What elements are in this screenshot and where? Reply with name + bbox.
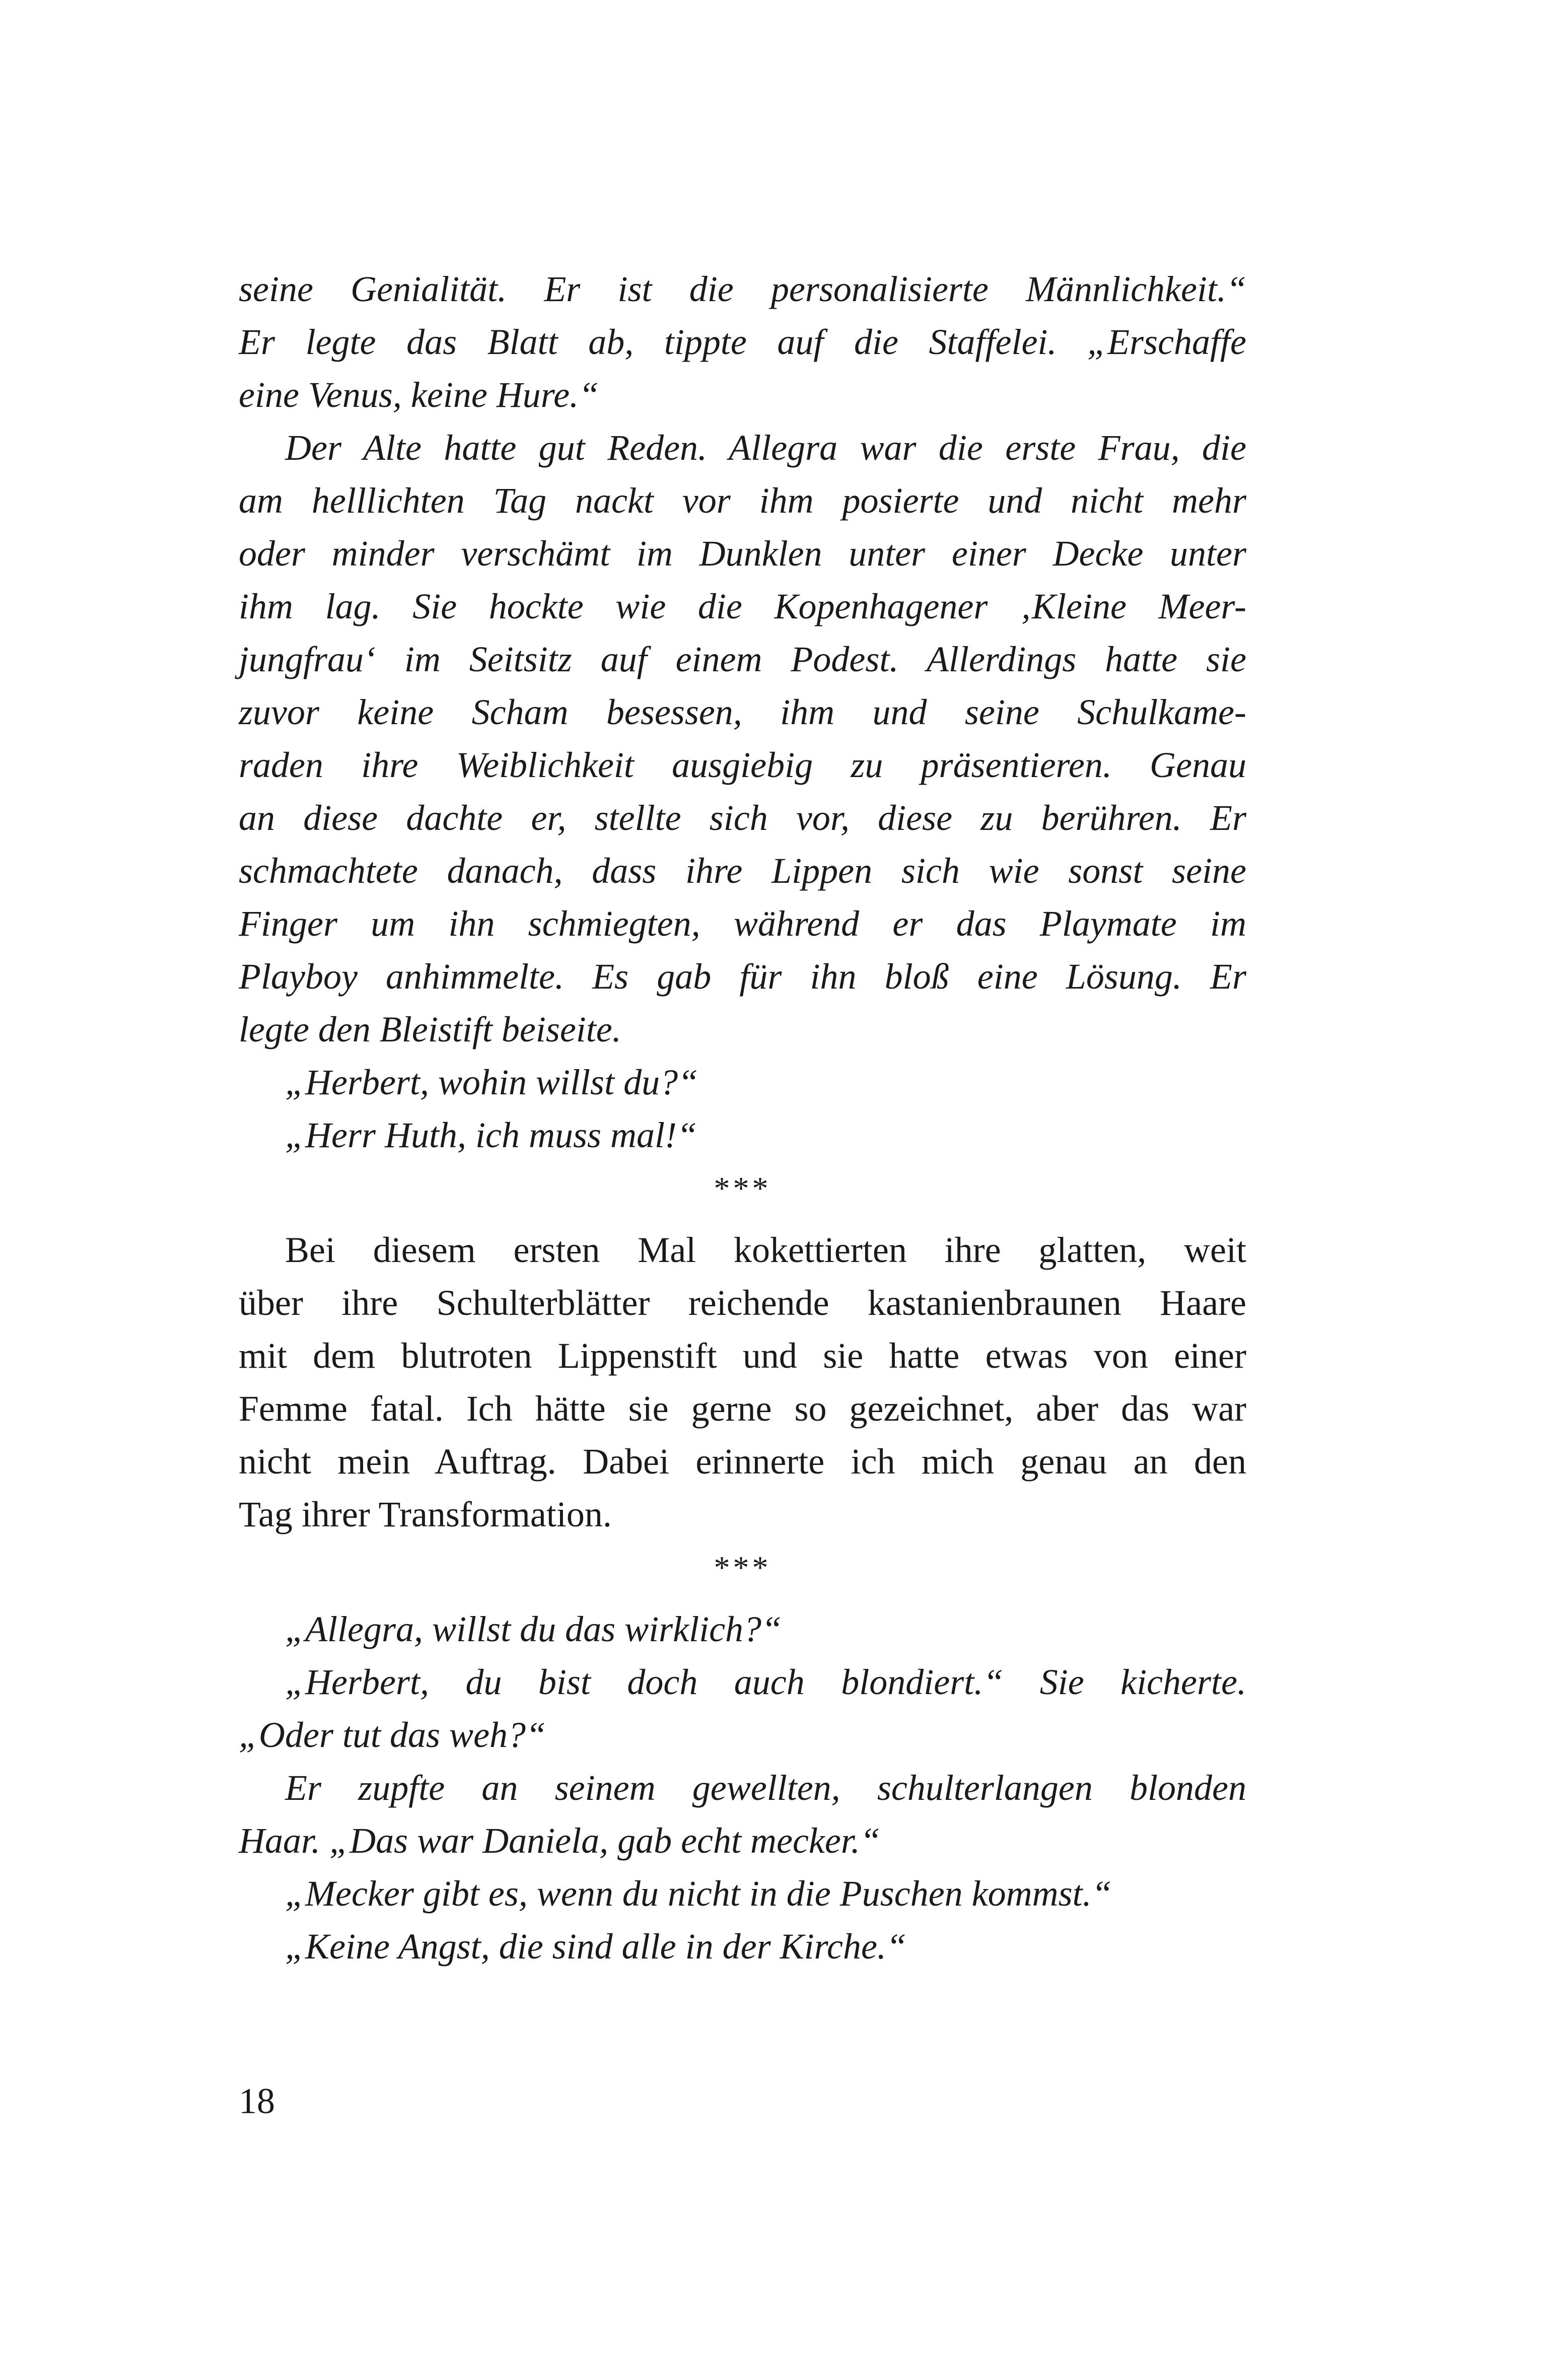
page-number: 18 [239, 2081, 275, 2121]
text-line: Er legte das Blatt ab, tippte auf die Staffelei. „Erschaffe [239, 322, 1246, 362]
text-line: nicht mein Auftrag. Dabei erinnerte ich mich genau an den [239, 1441, 1246, 1482]
text-line: ihm lag. Sie hockte wie die Kopenhagener ‚Kleine Meer- [239, 586, 1246, 626]
text-line: „Keine Angst, die sind alle in der Kirche.“ [285, 1926, 906, 1967]
text-line: am helllichten Tag nackt vor ihm posierte und nicht mehr [239, 480, 1246, 521]
text-line: raden ihre Weiblichkeit ausgiebig zu präsentieren. Genau [239, 745, 1246, 785]
text-line: Finger um ihn schmiegten, während er das Playmate im [239, 903, 1246, 944]
text-line: Femme fatal. Ich hätte sie gerne so gezeichnet, aber das war [239, 1388, 1246, 1429]
section-separator: *** [714, 1170, 771, 1206]
text-line: über ihre Schulterblätter reichende kastanienbraunen Haare [239, 1283, 1246, 1323]
text-line: Er zupfte an seinem gewellten, schulterlangen blonden [285, 1768, 1246, 1808]
text-line: „Mecker gibt es, wenn du nicht in die Puschen kommst.“ [285, 1873, 1112, 1914]
text-line: „Herbert, du bist doch auch blondiert.“ Sie kicherte. [285, 1662, 1246, 1702]
text-line: Bei diesem ersten Mal kokettierten ihre glatten, weit [285, 1230, 1246, 1270]
text-line: legte den Bleistift beiseite. [239, 1009, 621, 1049]
text-line: Tag ihrer Transformation. [239, 1494, 612, 1534]
text-line: an diese dachte er, stellte sich vor, diese zu berühren. Er [239, 798, 1246, 838]
text-line: „Herbert, wohin willst du?“ [285, 1062, 698, 1102]
text-line: zuvor keine Scham besessen, ihm und seine Schulkame- [239, 692, 1246, 732]
text-line: „Herr Huth, ich muss mal!“ [285, 1115, 697, 1155]
text-line: „Allegra, willst du das wirklich?“ [285, 1609, 782, 1649]
section-separator: *** [714, 1550, 771, 1585]
text-line: Haar. „Das war Daniela, gab echt mecker.“ [239, 1821, 880, 1861]
text-line: mit dem blutroten Lippenstift und sie hatte etwas von einer [239, 1336, 1246, 1376]
text-line: seine Genialität. Er ist die personalisierte Männlichkeit.“ [239, 269, 1246, 309]
text-line: Der Alte hatte gut Reden. Allegra war die erste Frau, die [285, 428, 1246, 468]
text-line: oder minder verschämt im Dunklen unter einer Decke unter [239, 533, 1246, 574]
text-line: jungfrau‘ im Seitsitz auf einem Podest. Allerdings hatte sie [239, 639, 1246, 679]
text-line: Playboy anhimmelte. Es gab für ihn bloß eine Lösung. Er [239, 956, 1246, 997]
book-page-text [239, 263, 1246, 1973]
text-line: eine Venus, keine Hure.“ [239, 375, 599, 415]
text-line: schmachtete danach, dass ihre Lippen sich wie sonst seine [239, 851, 1246, 891]
text-line: „Oder tut das weh?“ [239, 1715, 546, 1755]
